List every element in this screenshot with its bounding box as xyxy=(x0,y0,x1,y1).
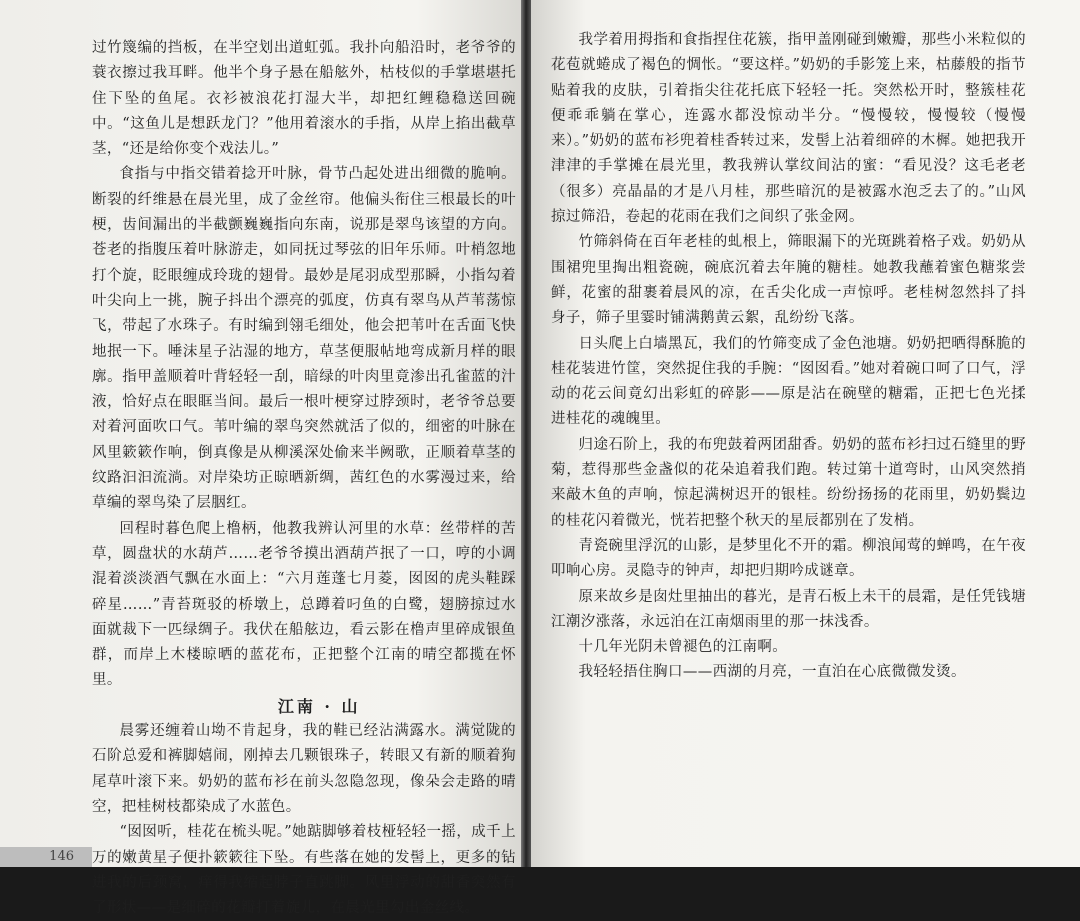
paragraph: 竹筛斜倚在百年老桂的虬根上，筛眼漏下的光斑跳着格子戏。奶奶从围裙兜里掏出粗瓷碗，碗底沉着去年腌的糖桂。她教我蘸着蜜色糖浆尝鲜，花蜜的甜裹着晨风的凉，在舌尖化成一声惊呼。老桂树忽然抖了抖身子，筛子里霎时铺满鹅黄云絮，乱纷纷飞落。 xyxy=(551,234,1026,327)
paragraph: 日头爬上白墙黑瓦，我们的竹筛变成了金色池塘。奶奶把晒得酥脆的桂花装进竹筐，突然捉住我的手腕：“囡囡看。”她对着碗口呵了口气，浮动的花云间竟幻出彩虹的碎影——原是沾在碗壁的糖霜，正把七色光揉进桂花的魂魄里。 xyxy=(551,335,1026,428)
paragraph: 食指与中指交错着捻开叶脉，骨节凸起处进出细微的脆响。断裂的纤维悬在晨光里，成了金丝帘。他偏头衔住三根最长的叶梗，齿间漏出的半截颤巍巍指向东南，说那是翠鸟该望的方向。苍老的指腹压着叶脉游走，如同抚过琴弦的旧年乐师。叶梢忽地打个旋，眨眼缠成玲珑的翅骨。最妙是尾羽成型那瞬，小指勾着叶尖向上一挑，腕子抖出个漂亮的弧度，仿真有翠鸟从芦苇荡惊飞，带起了水珠子。有时编到翎毛细处，他会把苇叶在舌面飞快地抿一下。唾沫星子沾湿的地方，草茎便服帖地弯成新月样的眼廓。指甲盖顺着叶背轻轻一刮，暗绿的叶肉里竟渗出孔雀蓝的汁液，恰好点在眼眶当间。最后一根叶梗穿过脖颈时，老爷爷总要对着河面吹口气。苇叶编的翠鸟突然就活了似的，细密的叶脉在风里簌簌作响，倒真像是从柳溪深处偷来半阙歌，正顺着草茎的纹路汩汩流淌。对岸染坊正晾晒新绸，茜红色的水雾漫过来，给草编的翠鸟染了层胭红。 xyxy=(92,166,516,512)
paragraph: “囡囡听，桂花在梳头呢。”她踮脚够着枝桠轻轻一摇，成千上万的嫩黄星子便扑簌簌往下坠。有些落在她的发髻上，更多的钻进我的后颈窝，痒得我缩起脖子直跳脚。风里浮动的甜香突然有了形状——是细碎的花瓣打着旋儿，在晨光里勾出金丝线。 xyxy=(92,824,516,917)
paragraph: 我轻轻捂住胸口——西湖的月亮，一直泊在心底微微发烫。 xyxy=(578,664,966,681)
left-page-text xyxy=(92,36,516,921)
paragraph: 晨雾还缠着山坳不肯起身，我的鞋已经沾满露水。满觉陇的石阶总爱和裤脚嬉闹，刚掉去几颗银珠子，转眼又有新的顺着狗尾草叶滚下来。奶奶的蓝布衫在前头忽隐忽现，像朵会走路的晴空，把桂树枝都染成了水蓝色。 xyxy=(92,723,516,815)
page-number: 146 xyxy=(0,847,92,867)
paragraph: 青瓷碗里浮沉的山影，是梦里化不开的霜。柳浪闻莺的蝉鸣，在午夜叩响心房。灵隐寺的钟声，却把归期吟成谜章。 xyxy=(551,537,1026,580)
paragraph: 归途石阶上，我的布兜鼓着两团甜香。奶奶的蓝布衫扫过石缝里的野菊，惹得那些金盏似的花朵追着我们跑。转过第十道弯时，山风突然捎来敲木鱼的声响，惊起满树迟开的银桂。纷纷扬扬的花雨里，奶奶鬓边的桂花闪着微光，恍若把整个秋天的星辰都别在了发梢。 xyxy=(551,436,1026,529)
section-heading: 江南 · 山 xyxy=(277,696,361,716)
paragraph: 原来故乡是囱灶里抽出的暮光，是青石板上未干的晨霜，是任凭钱塘江潮汐涨落，永远泊在江南烟雨里的那一抹浅香。 xyxy=(551,588,1026,630)
paragraph: 我学着用拇指和食指捏住花簇，指甲盖刚碰到嫩瓣，那些小米粒似的花苞就蜷成了褐色的惆怅。“要这样。”奶奶的手影笼上来，枯藤般的指节贴着我的皮肤，引着指尖往花托底下轻轻一托。突然松开时，整簇桂花便乖乖躺在掌心，连露水都没惊动半分。“慢慢较，慢慢较（慢慢来）。”奶奶的蓝布衫兜着桂香转过来，发髻上沾着细碎的木樨。她把我开津津的手掌摊在晨光里，教我辨认掌纹间沾的蜜：“看见没？这毛老老（很多）亮晶晶的才是八月桂，那些暗沉的是被露水泡乏去了的。”山风掠过筛沿，卷起的花雨在我们之间织了张金网。 xyxy=(551,32,1026,226)
right-page xyxy=(531,0,1080,867)
paragraph: 回程时暮色爬上橹柄，他教我辨认河里的水草：丝带样的苦草，圆盘状的水葫芦……老爷爷摸出酒葫芦抿了一口，哼的小调混着淡淡酒气飘在水面上：“六月莲蓬七月菱，囡囡的虎头鞋踩碎星……”青苔斑驳的桥墩上，总蹲着叼鱼的白鹭，翅膀掠过水面就裁下一匹绿绸子。我伏在船舷边，看云影在橹声里碎成银鱼群，而岸上木楼晾晒的蓝花布，正把整个江南的晴空都揽在怀里。 xyxy=(92,520,516,689)
book-spine xyxy=(521,0,531,867)
left-page xyxy=(0,0,521,917)
paragraph: 过竹篾编的挡板，在半空划出道虹弧。我扑向船沿时，老爷爷的蓑衣擦过我耳畔。他半个身子悬在船舷外，枯枝似的手掌堪堪托住下坠的鱼尾。衣衫被浪花打湿大半，却把红鲤稳稳送回碗中。“这鱼儿是想跃龙门？”他用着滚水的手指，从岸上掐出截草茎，“还是给你变个戏法儿。” xyxy=(92,40,516,158)
right-page-text xyxy=(551,28,1026,686)
paragraph: 十几年光阴未曾褪色的江南啊。 xyxy=(578,639,788,656)
